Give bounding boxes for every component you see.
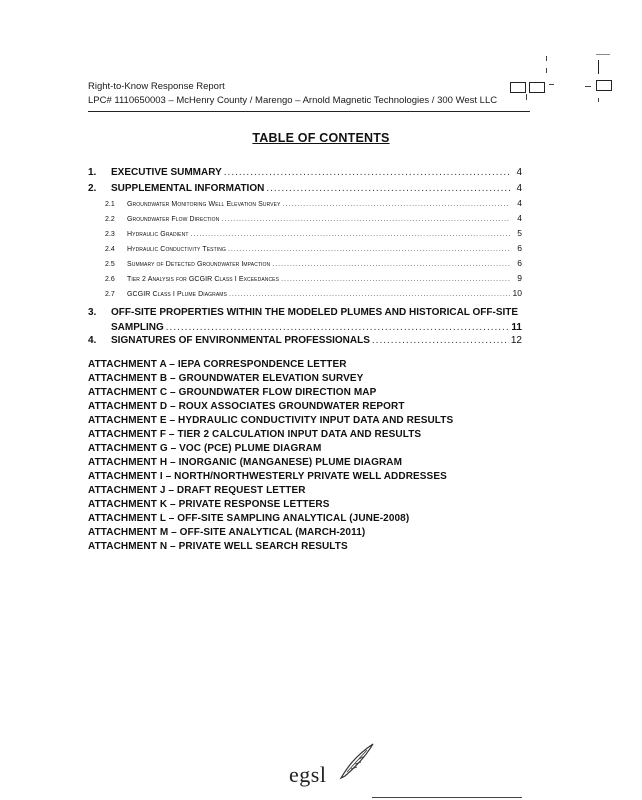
header-lpc-line: LPC# 1110650003 – McHenry County / Marengo – Arnold Magnetic Technologies / 300 West LLC: [88, 95, 498, 106]
attachment-c[interactable]: ATTACHMENT C – GROUNDWATER FLOW DIRECTION MAP: [88, 387, 377, 398]
toc-number: 3.: [88, 307, 97, 318]
toc-leader: [266, 183, 510, 194]
toc-page-number: 11: [511, 322, 522, 333]
attachment-b[interactable]: ATTACHMENT B – GROUNDWATER ELEVATION SURVEY: [88, 373, 364, 384]
toc-label: Tier 2 Analysis for GCGIR Class I Exceedances: [127, 276, 280, 283]
toc-entry-2-4[interactable]: [88, 243, 522, 258]
toc-leader: [229, 291, 510, 298]
toc-label-line2: SAMPLING: [111, 322, 164, 333]
company-logo: [289, 742, 379, 786]
page-title: TABLE OF CONTENTS: [252, 131, 390, 145]
toc-number: 2.1: [105, 201, 115, 208]
attachment-m[interactable]: ATTACHMENT M – OFF-SITE ANALYTICAL (MARCH-2011): [88, 527, 366, 538]
header-report-title: Right-to-Know Response Report: [88, 81, 225, 92]
toc-page-number: 6: [517, 243, 522, 253]
toc-number: 2.3: [105, 231, 115, 238]
toc-label: Groundwater Monitoring Well Elevation Survey: [127, 201, 281, 208]
attachment-f[interactable]: ATTACHMENT F – TIER 2 CALCULATION INPUT DATA AND RESULTS: [88, 429, 422, 440]
toc-label: GCGIR Class I Plume Diagrams: [127, 291, 227, 298]
toc-number: 2.7: [105, 291, 115, 298]
toc-page-number: 4: [517, 198, 522, 208]
toc-leader: [283, 201, 511, 208]
attachment-h[interactable]: ATTACHMENT H – INORGANIC (MANGANESE) PLUME DIAGRAM: [88, 457, 403, 468]
attachment-e[interactable]: ATTACHMENT E – HYDRAULIC CONDUCTIVITY INPUT DATA AND RESULTS: [88, 415, 454, 426]
toc-leader: [372, 335, 509, 346]
toc-page-number: 12: [510, 335, 522, 346]
toc-page-number: 4: [516, 167, 522, 178]
toc-leader: [228, 246, 510, 253]
attachments-list: [88, 358, 528, 554]
toc-label-line1: OFF-SITE PROPERTIES WITHIN THE MODELED PLUMES AND HISTORICAL OFF-SITE: [111, 307, 519, 318]
toc-page-number: 9: [517, 273, 522, 283]
toc-number: 2.6: [105, 276, 115, 283]
attachment-j[interactable]: ATTACHMENT J – DRAFT REQUEST LETTER: [88, 485, 306, 496]
attachment-g[interactable]: ATTACHMENT G – VOC (PCE) PLUME DIAGRAM: [88, 443, 322, 454]
toc-entry-2-3[interactable]: [88, 228, 522, 243]
attachment-d[interactable]: ATTACHMENT D – ROUX ASSOCIATES GROUNDWATER REPORT: [88, 401, 405, 412]
toc-entry-4[interactable]: [88, 335, 522, 351]
toc-number: 4.: [88, 335, 97, 346]
toc-leader: [190, 231, 510, 238]
toc-entry-2-2[interactable]: [88, 213, 522, 228]
toc-label: Groundwater Flow Direction: [127, 216, 220, 223]
toc-label: SUPPLEMENTAL INFORMATION: [111, 182, 265, 194]
toc-leader: [224, 167, 510, 178]
toc-number: 2.: [88, 182, 97, 194]
footer-divider: [372, 797, 522, 798]
header-divider: [88, 111, 530, 112]
toc-page-number: 5: [517, 228, 522, 238]
toc-number: 2.4: [105, 246, 115, 253]
toc-entry-2-7[interactable]: [88, 288, 522, 303]
toc-entry-2-1[interactable]: [88, 198, 522, 213]
toc-page-number: 4: [516, 182, 522, 194]
quill-icon: [337, 742, 377, 782]
attachment-a[interactable]: ATTACHMENT A – IEPA CORRESPONDENCE LETTER: [88, 359, 347, 370]
table-of-contents: [88, 167, 522, 351]
toc-label: Hydraulic Gradient: [127, 231, 189, 238]
toc-page-number: 4: [517, 213, 522, 223]
toc-number: 2.5: [105, 261, 115, 268]
toc-entry-2[interactable]: [88, 183, 522, 199]
toc-leader: [272, 261, 510, 268]
attachment-n[interactable]: ATTACHMENT N – PRIVATE WELL SEARCH RESULTS: [88, 541, 348, 552]
toc-label: Summary of Detected Groundwater Impaction: [127, 261, 271, 268]
toc-label: Hydraulic Conductivity Testing: [127, 246, 226, 253]
attachment-k[interactable]: ATTACHMENT K – PRIVATE RESPONSE LETTERS: [88, 499, 330, 510]
report-header: [88, 80, 528, 108]
attachment-i[interactable]: ATTACHMENT I – NORTH/NORTHWESTERLY PRIVATE WELL ADDRESSES: [88, 471, 447, 482]
toc-leader: [221, 216, 510, 223]
toc-leader: [166, 320, 510, 335]
toc-entry-1[interactable]: [88, 167, 522, 183]
toc-page-number: 6: [517, 258, 522, 268]
toc-entry-2-6[interactable]: [88, 273, 522, 288]
toc-label: EXECUTIVE SUMMARY: [111, 167, 222, 178]
toc-entry-3[interactable]: [88, 305, 522, 335]
attachment-l[interactable]: ATTACHMENT L – OFF-SITE SAMPLING ANALYTICAL (JUNE-2008): [88, 513, 410, 524]
toc-number: 1.: [88, 167, 97, 178]
toc-label: SIGNATURES OF ENVIRONMENTAL PROFESSIONALS: [111, 335, 370, 346]
logo-wordmark: egsl: [289, 762, 327, 787]
toc-leader: [281, 276, 510, 283]
toc-page-number: 10: [512, 288, 522, 298]
toc-number: 2.2: [105, 216, 115, 223]
toc-entry-2-5[interactable]: [88, 258, 522, 273]
